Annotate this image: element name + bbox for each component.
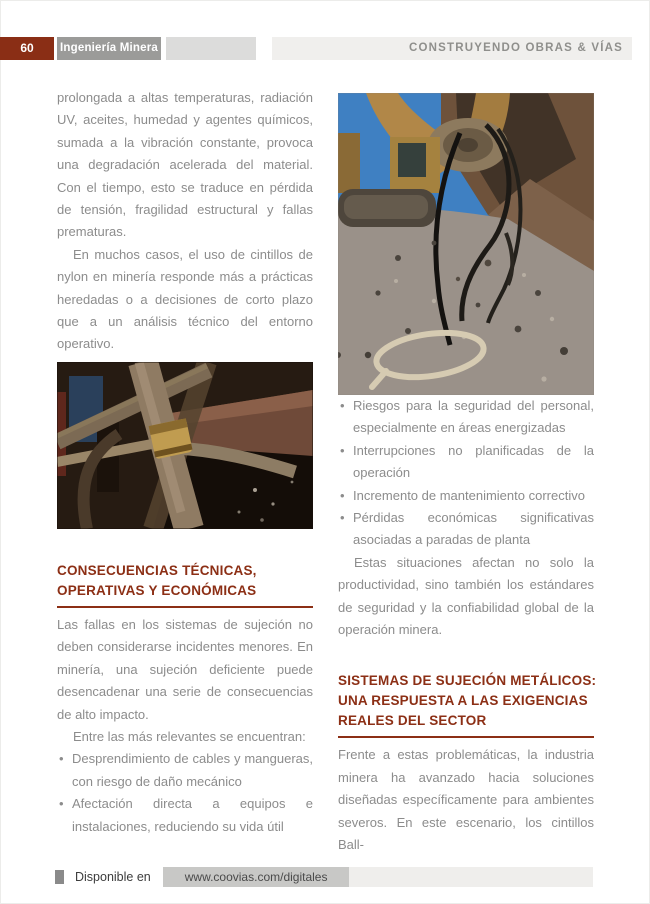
hose-clamp-photo	[57, 362, 313, 529]
paragraph: prolongada a altas temperaturas, radiación UV, aceites, humedad y agentes químicos, sumada a la vibración constante, provoca una degradación acelerada del material. Con el tiempo, esto se traduce en pérdida de tensión, fragilidad estructural y fallas prematuras.	[57, 90, 313, 240]
heading-line: CONSECUENCIAS TÉCNICAS,	[57, 562, 257, 578]
heading-line: UNA RESPUESTA A LAS EXIGENCIAS	[338, 693, 588, 709]
section-heading-consecuencias	[57, 561, 313, 608]
list-item: • Incremento de mantenimiento correctivo	[338, 485, 594, 507]
list-item: • Riesgos para la seguridad del personal, especialmente en áreas energizadas	[338, 395, 594, 440]
paragraph: Las fallas en los sistemas de sujeción no deben considerarse incidentes menores. En minería, una sujeción deficiente puede desencadenar una serie de consecuencias de alto impacto.	[57, 616, 313, 722]
paragraph: Entre las más relevantes se encuentran:	[73, 728, 306, 744]
footer-url-link[interactable]: www.coovias.com/digitales	[163, 867, 350, 887]
left-column	[57, 87, 313, 838]
paragraph: Estas situaciones afectan no solo la productividad, sino también los estándares de seguridad y la confiabilidad global de la operación minera.	[338, 554, 594, 638]
paragraph: En muchos casos, el uso de cintillos de nylon en minería responde más a prácticas heredadas o a decisiones de corto plazo que a un análisis técnico del entorno operativo.	[57, 246, 313, 352]
right-bullet-list	[338, 395, 594, 552]
right-column	[338, 93, 597, 857]
heading-line: OPERATIVAS Y ECONÓMICAS	[57, 582, 257, 598]
publication-title: CONSTRUYENDO OBRAS & VÍAS	[272, 37, 632, 60]
list-item: • Interrupciones no planificadas de la operación	[338, 440, 594, 485]
section-title-badge: Ingeniería Minera	[57, 37, 161, 60]
footer-fill-bar	[349, 867, 593, 887]
heading-line: SISTEMAS DE SUJECIÓN METÁLICOS:	[338, 673, 597, 689]
list-item: • Afectación directa a equipos e instalaciones, reduciendo su vida útil	[57, 793, 313, 838]
footer-bar	[55, 867, 593, 887]
footer-label: Disponible en	[75, 870, 151, 884]
page-number-badge: 60	[0, 37, 54, 60]
excavator-photo	[338, 93, 594, 395]
section-heading-sistemas	[338, 671, 597, 738]
list-item: • Pérdidas económicas significativas asociadas a paradas de planta	[338, 507, 594, 552]
footer-square-marker	[55, 870, 64, 884]
heading-line: REALES DEL SECTOR	[338, 713, 487, 729]
list-item: • Desprendimiento de cables y mangueras, con riesgo de daño mecánico	[57, 748, 313, 793]
paragraph: Frente a estas problemáticas, la industria minera ha avanzado hacia soluciones diseñadas específicamente para ambientes severos. En este escenario, los cintillos Ball-	[338, 747, 594, 853]
header-spacer-box	[166, 37, 256, 60]
left-bullet-list	[57, 748, 313, 838]
